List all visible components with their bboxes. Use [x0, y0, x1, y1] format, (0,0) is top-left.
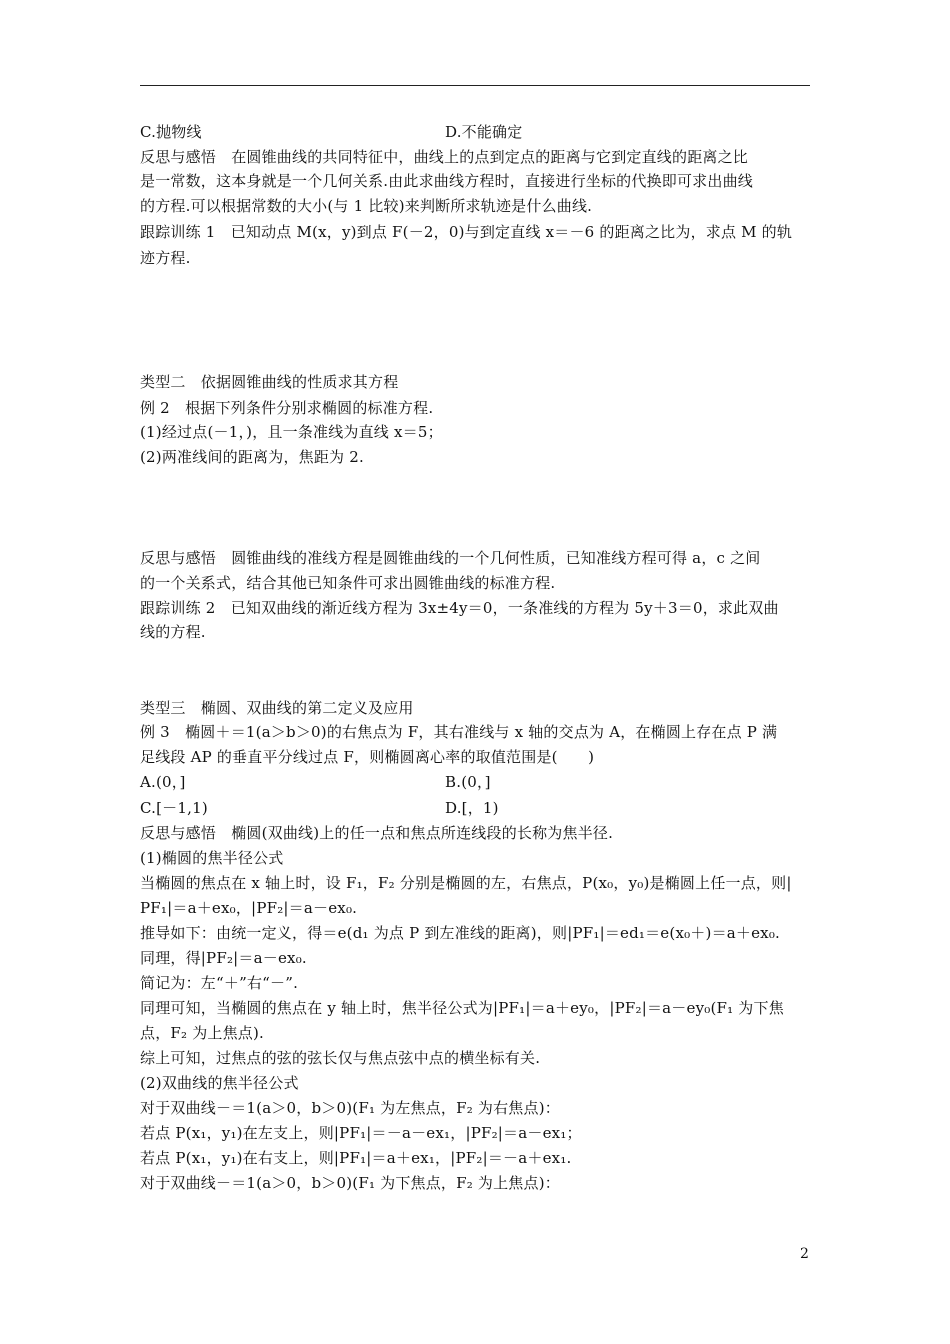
text-line: 推导如下：由统一定义，得＝e(d₁ 为点 P 到左准线的距离)，则|PF₁|＝ed₁＝e(x₀＋)＝a＋ex₀.: [140, 924, 781, 942]
text-line: 对于双曲线－＝1(a＞0，b＞0)(F₁ 为左焦点，F₂ 为右焦点)：: [140, 1099, 560, 1117]
option-right: D.[，1): [445, 799, 499, 817]
text-line: (2)两准线间的距离为，焦距为 2.: [140, 448, 364, 466]
text-line: PF₁|＝a＋ex₀，|PF₂|＝a－ex₀.: [140, 899, 358, 917]
text-line: 例 2 根据下列条件分别求椭圆的标准方程.: [140, 399, 434, 417]
option-left: C.[－1,1): [140, 799, 208, 817]
option-left: A.(0，]: [140, 773, 186, 791]
text-line: (1)椭圆的焦半径公式: [140, 849, 284, 867]
text-line: 点，F₂ 为上焦点).: [140, 1024, 265, 1042]
text-line: 同理可知，当椭圆的焦点在 y 轴上时，焦半径公式为|PF₁|＝a＋ey₀，|PF₂|＝a－ey₀(F₁ 为下焦: [140, 999, 784, 1017]
option-left: C.抛物线: [140, 123, 202, 141]
text-line: 简记为：左“＋”右“－”.: [140, 974, 299, 992]
text-line: 综上可知，过焦点的弦的弦长仅与焦点弦中点的横坐标有关.: [140, 1049, 541, 1067]
text-line: 若点 P(x₁，y₁)在左支上，则|PF₁|＝－a－ex₁，|PF₂|＝a－ex₁；: [140, 1124, 582, 1142]
header-rule: [140, 85, 810, 86]
text-line: 类型二 依据圆锥曲线的性质求其方程: [140, 373, 399, 391]
text-line: 线的方程.: [140, 623, 206, 641]
option-row: [140, 797, 812, 819]
text-line: 若点 P(x₁，y₁)在右支上，则|PF₁|＝a＋ex₁，|PF₂|＝－a＋ex₁.: [140, 1149, 572, 1167]
option-row: [140, 771, 812, 793]
text-line: 的方程.可以根据常数的大小(与 1 比较)来判断所求轨迹是什么曲线.: [140, 197, 593, 215]
text-line: 类型三 椭圆、双曲线的第二定义及应用: [140, 699, 414, 717]
text-line: 当椭圆的焦点在 x 轴上时，设 F₁，F₂ 分别是椭圆的左，右焦点，P(x₀，y₀)是椭圆上任一点，则|: [140, 874, 792, 892]
text-line: 跟踪训练 1 已知动点 M(x，y)到点 F(－2，0)与到定直线 x＝－6 的距离之比为，求点 M 的轨: [140, 223, 793, 241]
page-number: 2: [800, 1246, 809, 1262]
text-line: 迹方程.: [140, 249, 191, 267]
option-row: [140, 121, 812, 143]
text-line: 足线段 AP 的垂直平分线过点 F，则椭圆离心率的取值范围是( ): [140, 748, 595, 766]
text-line: 反思与感悟 椭圆(双曲线)上的任一点和焦点所连线段的长称为焦半径.: [140, 824, 614, 842]
text-line: (1)经过点(－1，)，且一条准线为直线 x＝5；: [140, 423, 443, 441]
option-right: B.(0，]: [445, 773, 491, 791]
option-right: D.不能确定: [445, 123, 523, 141]
text-line: 是一常数，这本身就是一个几何关系.由此求曲线方程时，直接进行坐标的代换即可求出曲线: [140, 172, 753, 190]
text-line: 的一个关系式，结合其他已知条件可求出圆锥曲线的标准方程.: [140, 574, 556, 592]
text-line: 跟踪训练 2 已知双曲线的渐近线方程为 3x±4y＝0，一条准线的方程为 5y＋3＝0，求此双曲: [140, 599, 779, 617]
text-line: (2)双曲线的焦半径公式: [140, 1074, 299, 1092]
text-line: 反思与感悟 圆锥曲线的准线方程是圆锥曲线的一个几何性质，已知准线方程可得 a，c 之间: [140, 549, 761, 567]
text-line: 例 3 椭圆＋＝1(a＞b＞0)的右焦点为 F，其右准线与 x 轴的交点为 A，在椭圆上存在点 P 满: [140, 723, 778, 741]
text-line: 对于双曲线－＝1(a＞0，b＞0)(F₁ 为下焦点，F₂ 为上焦点)：: [140, 1174, 560, 1192]
text-line: 同理，得|PF₂|＝a－ex₀.: [140, 949, 307, 967]
text-line: 反思与感悟 在圆锥曲线的共同特征中，曲线上的点到定点的距离与它到定直线的距离之比: [140, 148, 749, 166]
